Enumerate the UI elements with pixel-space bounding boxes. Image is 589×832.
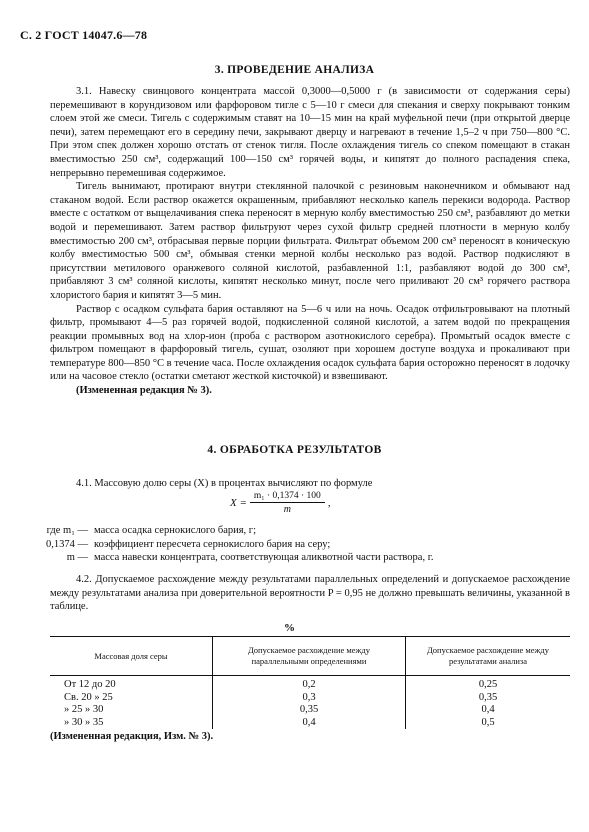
table-unit: % [284,622,295,634]
table-row: » 25 » 30 0,35 0,4 [50,704,570,717]
tolerance-table [50,636,570,729]
formula-legend [20,524,433,565]
section-4-title: 4. ОБРАБОТКА РЕЗУЛЬТАТОВ [207,444,382,456]
paragraph-3-1-final: Раствор с осадком сульфата бария оставляют на 5—6 ч или на ночь. Осадок отфильтровывают на плотный фильтр, промывают 4—5 раз горячей водой, подкисленной соляной кислотой, а затем водой по прекращения реакции промывных вод на хлор-ион (проба с раствором азотнокислого серебра). Промытый осадок вместе с фильтром помещают в фарфоровый тигель, сушат, озоляют при хорошем доступе воздуха и прокаливают при температуре 800—850 °С в течение часа. После охлаждения осадок сульфата бария осторожно переносят в лодочку или на часовое стекло (остатки сметают жесткой кисточкой) и взвешивают. [50,303,570,383]
table-row: От 12 до 20 0,2 0,25 [50,676,570,692]
legend-row: m — масса навески концентрата, соответствующая аликвотной части раствора, г. [66,552,434,563]
section-3-body [50,85,570,398]
formula-lhs: X = [230,497,247,509]
table-row: Св. 20 » 25 0,3 0,35 [50,692,570,705]
table-row: » 30 » 35 0,4 0,5 [50,717,570,730]
formula-tail: , [327,497,331,509]
section-3-title: 3. ПРОВЕДЕНИЕ АНАЛИЗА [214,64,375,76]
formula-fraction [250,491,325,515]
edition-note-3: (Измененная редакция № 3). [76,385,212,397]
column-header: Массовая доля серы [50,637,213,676]
formula-denominator: m [283,504,291,515]
paragraph-3-1-continued: Тигель вынимают, протирают внутри стеклянной палочкой с резиновым наконечником и обмывают над стаканом водой. Если раствор окажется окрашенным, прибавляют несколько капель перекиси водорода. Раствор вместе с остатком от выщелачивания спека переносят в мерную колбу вместимостью 250 см³, разбавляют до метки водой и перемешивают. Затем раствор фильтруют через сухой фильтр средней плотности в мерную колбу вместимостью 200 см³, отбрасывая первые порции фильтрата. Фильтрат объемом 200 см³ переносят в коническую колбу вместимостью 500 см³, обмывая стенки мерной колбы несколько раз водой. Раствор подкисляют в присутствии метилового оранжевого соляной кислотой, разбавленной 1:1, разбавляют водой до 300 см³, прибавляют 3 см³ соляной кислоты, кипятят несколько минут, после чего приливают 20 см³ горячего раствора хлористого бария и кипятят 3—5 мин. [50,181,570,301]
legend-row: 0,1374 — коэффициент пересчета сернокислого бария на серу; [46,538,331,550]
edition-note-4: (Измененная редакция, Изм. № 3). [50,731,214,742]
table-header-row [50,637,570,676]
formula-numerator: m₁ · 0,1374 · 100 [250,491,325,503]
paragraph-4-2: 4.2. Допускаемое расхождение между результатами параллельных определений и допускаемое расхождение между результатами анализа при доверительной вероятности P = 0,95 не должно превышать величины, указанной в таблице. [50,574,570,613]
paragraph-4-1: 4.1. Массовую долю серы (X) в процентах вычисляют по формуле [76,478,373,489]
paragraph-3-1: 3.1. Навеску свинцового концентрата массой 0,3000—0,5000 г (в зависимости от содержания серы) перемешивают в корундизовом или фарфоровом тигле с 5—10 г смеси для спекания и сверху покрывают тонким слоем этой же смеси. Тигель с содержимым ставят на 10—15 мин на край муфельной печи (при открытой дверце печи), затем перемещают его в середину печи, закрывают дверцу и нагревают в течение 1,5–2 ч при 750—800 °С. При этом спек должен хорошо отстать от стенок тигля. После охлаждения тигель со спеком помещают в стакан вместимостью 250 см³, содержащий 100—150 см³ горячей воды, и кипятят до полного распадения спека, непрерывно перемешивая содержимое. [50,86,570,179]
column-header: Допускаемое расхождение между результатами анализа [406,637,571,676]
legend-row: где m₁ — масса осадка сернокислого бария, г; [46,525,257,536]
formula [230,491,331,515]
column-header: Допускаемое расхождение между параллельными определениями [213,637,406,676]
page-header: С. 2 ГОСТ 14047.6—78 [20,28,148,42]
